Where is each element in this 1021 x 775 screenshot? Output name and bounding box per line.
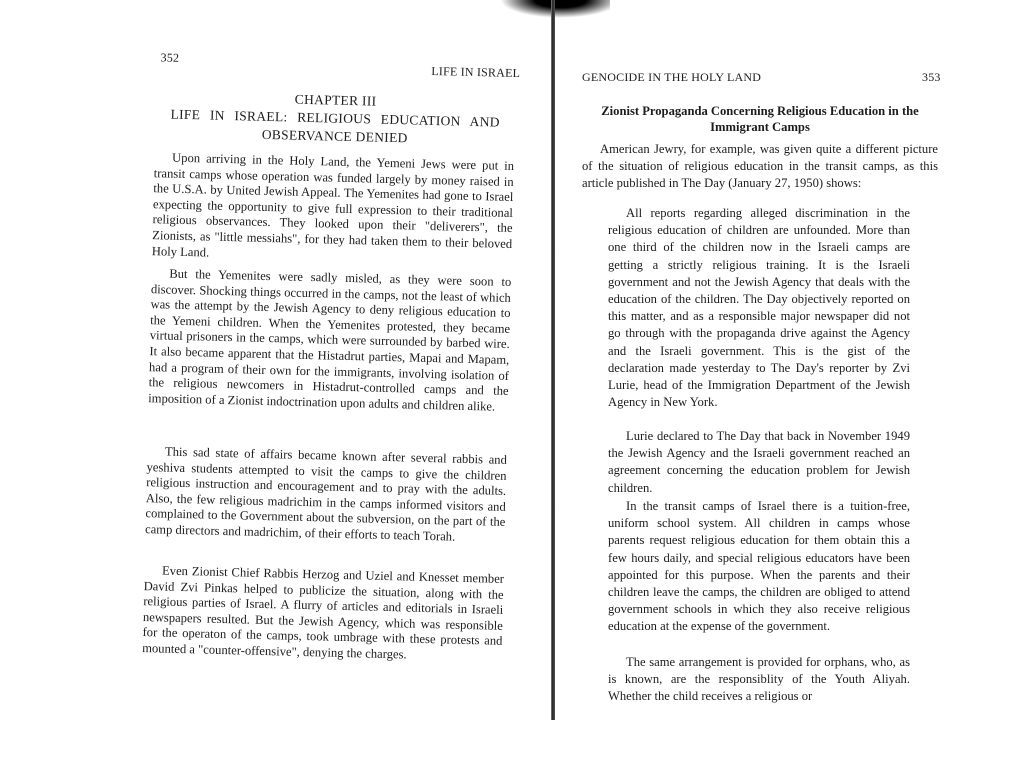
intro-paragraph: American Jewry, for example, was given quite a different picture of the situation of religious education in the transit camps, as this article published in The Day (January 27, 1950) shows:: [582, 142, 938, 190]
quote-paragraph-2: Lurie declared to The Day that back in November 1949 the Jewish Agency and the Israeli government reached an agreement concerning the education problem for Jewish children.: [608, 429, 910, 495]
chapter-title-line2: OBSERVANCE DENIED: [261, 126, 408, 146]
section-heading-line2: Immigrant Camps: [710, 120, 810, 134]
left-paragraph-4: Even Zionist Chief Rabbis Herzog and Uziel and Knesset member David Zvi Pinkas helped to publicize the situation, along with the religious parties of Israel. A flurry of articles and editorials in Israeli newspapers resulted. But the Jewish Agency, which was responsible for the operaton of the camps, took umbrage with these protests and mounted a "counter-offensive", denying the charges.: [141, 563, 505, 662]
chapter-title-line1: LIFE IN ISRAEL: RELIGIOUS EDUCATION AND: [170, 106, 500, 130]
quote-paragraph-3: In the transit camps of Israel there is a tuition-free, uniform school system. All children in camps whose parents request religious education for them obtain this a few hours daily, and special religious educators have been appointed for this purpose. When the parents and their children leave the camps, the children are obliged to attend government schools in which they also receive religious education at the expense of the government.: [608, 499, 910, 634]
quote-paragraph-1: All reports regarding alleged discrimination in the religious education of children are unfounded. More than one third of the children now in the Israeli camps are getting a strictly religious training. It is the Israeli government and not the Jewish Agency that deals with the education of the children. The Day objectively reported on this matter, and as a responsible major newspaper did not go through with the propaganda drive against the Agency and the Israeli government. This is the gist of the declaration made yesterday to The Day's reporter by Zvi Lurie, head of the Immigration Department of the Jewish Agency in New York.: [608, 206, 910, 410]
left-paragraph-2: But the Yemenites were sadly misled, as they were soon to discover. Shocking things occurred in the camps, not the least of which was the attempt by the Jewish Agency to deny religious education to the Yemeni children. When the Yemenites protested, they became virtual prisoners in the camps, which were surrounded by barbed wire. It also became apparent that the Histadrut parties, Mapai and Mapam, had a program of their own for the immigrants, involving isolation of the religious newcomers in Histadrut-controlled camps and the imposition of a Zionist indoctrination upon adults and children alike.: [148, 266, 512, 414]
left-paragraph-3: This sad state of affairs became known after several rabbis and yeshiva students attempted to visit the camps to give the children religious instruction and encouragement and to pray with the adults. Also, the few religious madrichim in the camps informed visitors and complained to the Government about the subversion, on the part of the camp directors and madrichim, of their efforts to teach Torah.: [144, 444, 508, 544]
left-page-number: 352: [160, 50, 180, 65]
right-running-header: GENOCIDE IN THE HOLY LAND: [582, 70, 762, 84]
left-running-header: LIFE IN ISRAEL: [431, 63, 521, 81]
right-page-number: 353: [922, 70, 941, 84]
book-gutter: [551, 0, 555, 720]
chapter-label: CHAPTER III: [294, 91, 377, 109]
left-paragraph-1: Upon arriving in the Holy Land, the Yemeni Jews were put in transit camps whose operation was funded largely by money raised in the U.S.A. by United Jewish Appeal. The Yemenites had gone to Israel expecting the opportunity to give full expression to their traditional religious observances. They looked upon their "deliverers", the Zionists, as "little messiahs", for they had taken them to their beloved Holy Land.: [151, 150, 515, 260]
binding-shadow: [500, 0, 610, 18]
section-heading-line1: Zionist Propaganda Concerning Religious Education in the: [601, 104, 919, 118]
quote-paragraph-4: The same arrangement is provided for orphans, who, as is known, are the responsiblity of the Youth Aliyah. Whether the child receives a religious or: [608, 655, 910, 704]
left-page: [141, 0, 528, 662]
